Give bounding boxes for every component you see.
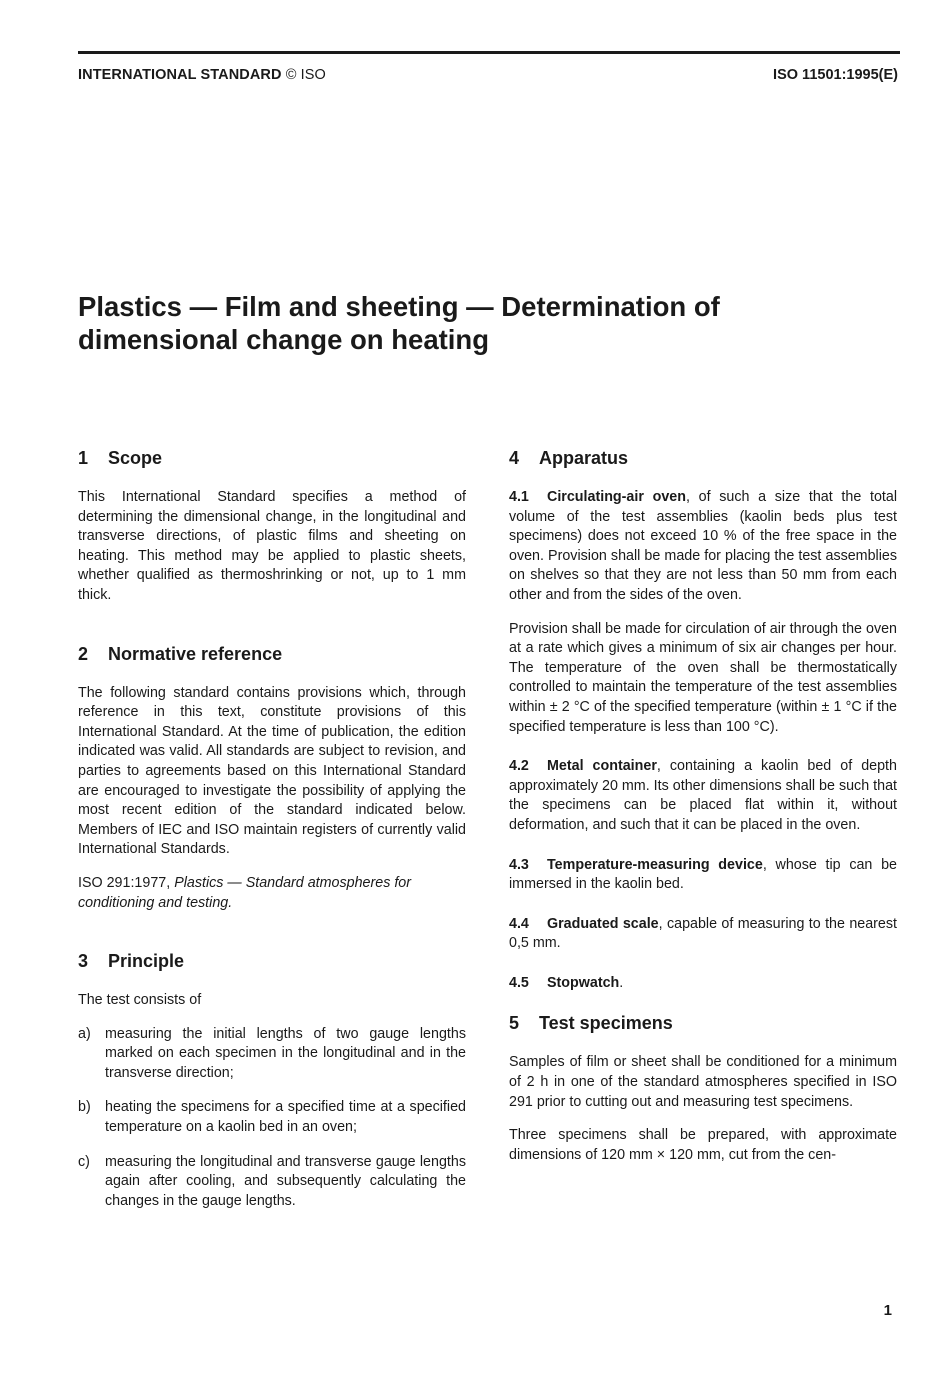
reference-title: Plastics — Standard atmospheres for conditioning and testing. [78, 874, 412, 911]
document-title-line-1: Plastics — Film and sheeting — Determination of [78, 291, 720, 322]
section-test-specimens [509, 1011, 897, 1165]
header-document-reference: ISO 11501:1995(E) [773, 67, 898, 83]
clause-4-1 [509, 488, 897, 606]
document-title [78, 290, 878, 356]
normative-reference-entry [78, 874, 466, 913]
clause-term: Graduated scale [547, 915, 659, 932]
clause-text: . [619, 974, 624, 991]
principle-intro: The test consists of [78, 992, 202, 1009]
section-heading-principle [78, 949, 466, 973]
list-text: measuring the initial lengths of two gauge lengths marked on each specimen in the longitudinal and in the transverse direction; [105, 1025, 466, 1081]
clause-number: 4.1 [509, 489, 529, 505]
clause-term: Stopwatch [547, 974, 620, 991]
section-number: 5 [509, 1013, 520, 1034]
clause-4-3 [509, 856, 897, 895]
list-item [78, 1025, 466, 1084]
section-number: 2 [78, 643, 89, 664]
list-marker: a) [78, 1025, 91, 1042]
section-scope [78, 446, 466, 606]
left-column [78, 446, 466, 1226]
section-title: Apparatus [539, 448, 629, 468]
list-marker: b) [78, 1099, 91, 1116]
header-copyright: © ISO [285, 67, 326, 83]
reference-code: ISO 291:1977, [78, 874, 171, 891]
clause-4-4 [509, 915, 897, 954]
clause-term: Circulating-air oven [547, 489, 686, 505]
list-item [78, 1098, 466, 1137]
page-number: 1 [883, 1302, 892, 1319]
list-item [78, 1153, 466, 1212]
header-rule [78, 51, 900, 54]
list-marker: c) [78, 1153, 90, 1170]
clause-4-5 [509, 974, 897, 994]
list-text: heating the specimens for a specified time at a specified temperature on a kaolin bed in an oven; [105, 1099, 466, 1136]
section-number: 4 [509, 448, 520, 468]
section-number: 3 [78, 951, 89, 972]
right-column [509, 446, 897, 1179]
section-number: 1 [78, 448, 89, 468]
principle-list [78, 1025, 466, 1212]
clause-number: 4.3 [509, 856, 529, 873]
document-title-line-2: dimensional change on heating [78, 324, 490, 355]
header-standard-label [78, 67, 326, 83]
clause-term: Temperature-measuring device [547, 856, 763, 873]
clause-4-1-paragraph-2: Provision shall be made for circulation of air through the oven at a rate which gives a minimum of six air changes per hour. The temperature of the oven shall be thermostatically controlled to maintain the temperature of the test assemblies within ± 2 °C of the specified temperature (within ± 1 °C if the specified temperature is less than 100 °C). [509, 620, 897, 735]
clause-4-2 [509, 757, 897, 835]
clause-number: 4.5 [509, 974, 529, 991]
clause-text: , of such a size that the total volume of the test assemblies (kaolin beds plus test specimens) does not exceed 10 % of the free space in the oven. Provision shall be made for placing the test assemblies on shelves so that they are not less than 50 mm from each other and from the sides of the oven. [509, 489, 897, 603]
clause-number: 4.4 [509, 915, 529, 932]
section-heading-scope [78, 446, 466, 470]
section-title: Principle [108, 951, 185, 972]
section-title: Test specimens [539, 1013, 673, 1034]
clause-number: 4.2 [509, 758, 529, 775]
specimens-paragraph-2: Three specimens shall be prepared, with approximate dimensions of 120 mm × 120 mm, cut from the cen- [509, 1127, 897, 1163]
section-title: Scope [108, 448, 163, 468]
scope-paragraph: This International Standard specifies a method of determining the dimensional change, in the longitudinal and transverse directions, of plastic films and sheeting on heating. This method may be applied to plastic sheets, whether qualified as thermoshrinking or not, up to 1 mm thick. [78, 489, 466, 603]
clause-text: , whose tip can be immersed in the kaolin bed. [509, 856, 897, 893]
section-title: Normative reference [108, 643, 283, 664]
list-text: measuring the longitudinal and transverse gauge lengths again after cooling, and subsequently calculating the changes in the gauge lengths. [105, 1153, 466, 1209]
section-principle [78, 949, 466, 1211]
header-standard-title: INTERNATIONAL STANDARD [78, 67, 282, 83]
section-heading-normative-reference [78, 642, 466, 666]
section-apparatus [509, 446, 897, 993]
section-normative-reference [78, 642, 466, 914]
section-heading-test-specimens [509, 1011, 897, 1035]
normative-paragraph: The following standard contains provisions which, through reference in this text, constitute provisions of this International Standard. At the time of publication, the edition indicated was valid. All standards are subject to revision, and parties to agreements based on this International Standard are encouraged to investigate the possibility of applying the most recent edition of the standard indicated below. Members of IEC and ISO maintain registers of currently valid International Standards. [78, 684, 466, 858]
clause-text: , containing a kaolin bed of depth approximately 20 mm. Its other dimensions shall be such that the specimens can be placed flat within it, without deformation, and such that it can be placed in the oven. [509, 758, 897, 833]
section-heading-apparatus [509, 446, 897, 470]
specimens-paragraph-1: Samples of film or sheet shall be conditioned for a minimum of 2 h in one of the standard atmospheres specified in ISO 291 prior to cutting out and measuring test specimens. [509, 1054, 897, 1110]
clause-term: Metal container [547, 758, 657, 775]
clause-text: , capable of measuring to the nearest 0,5 mm. [509, 915, 898, 952]
